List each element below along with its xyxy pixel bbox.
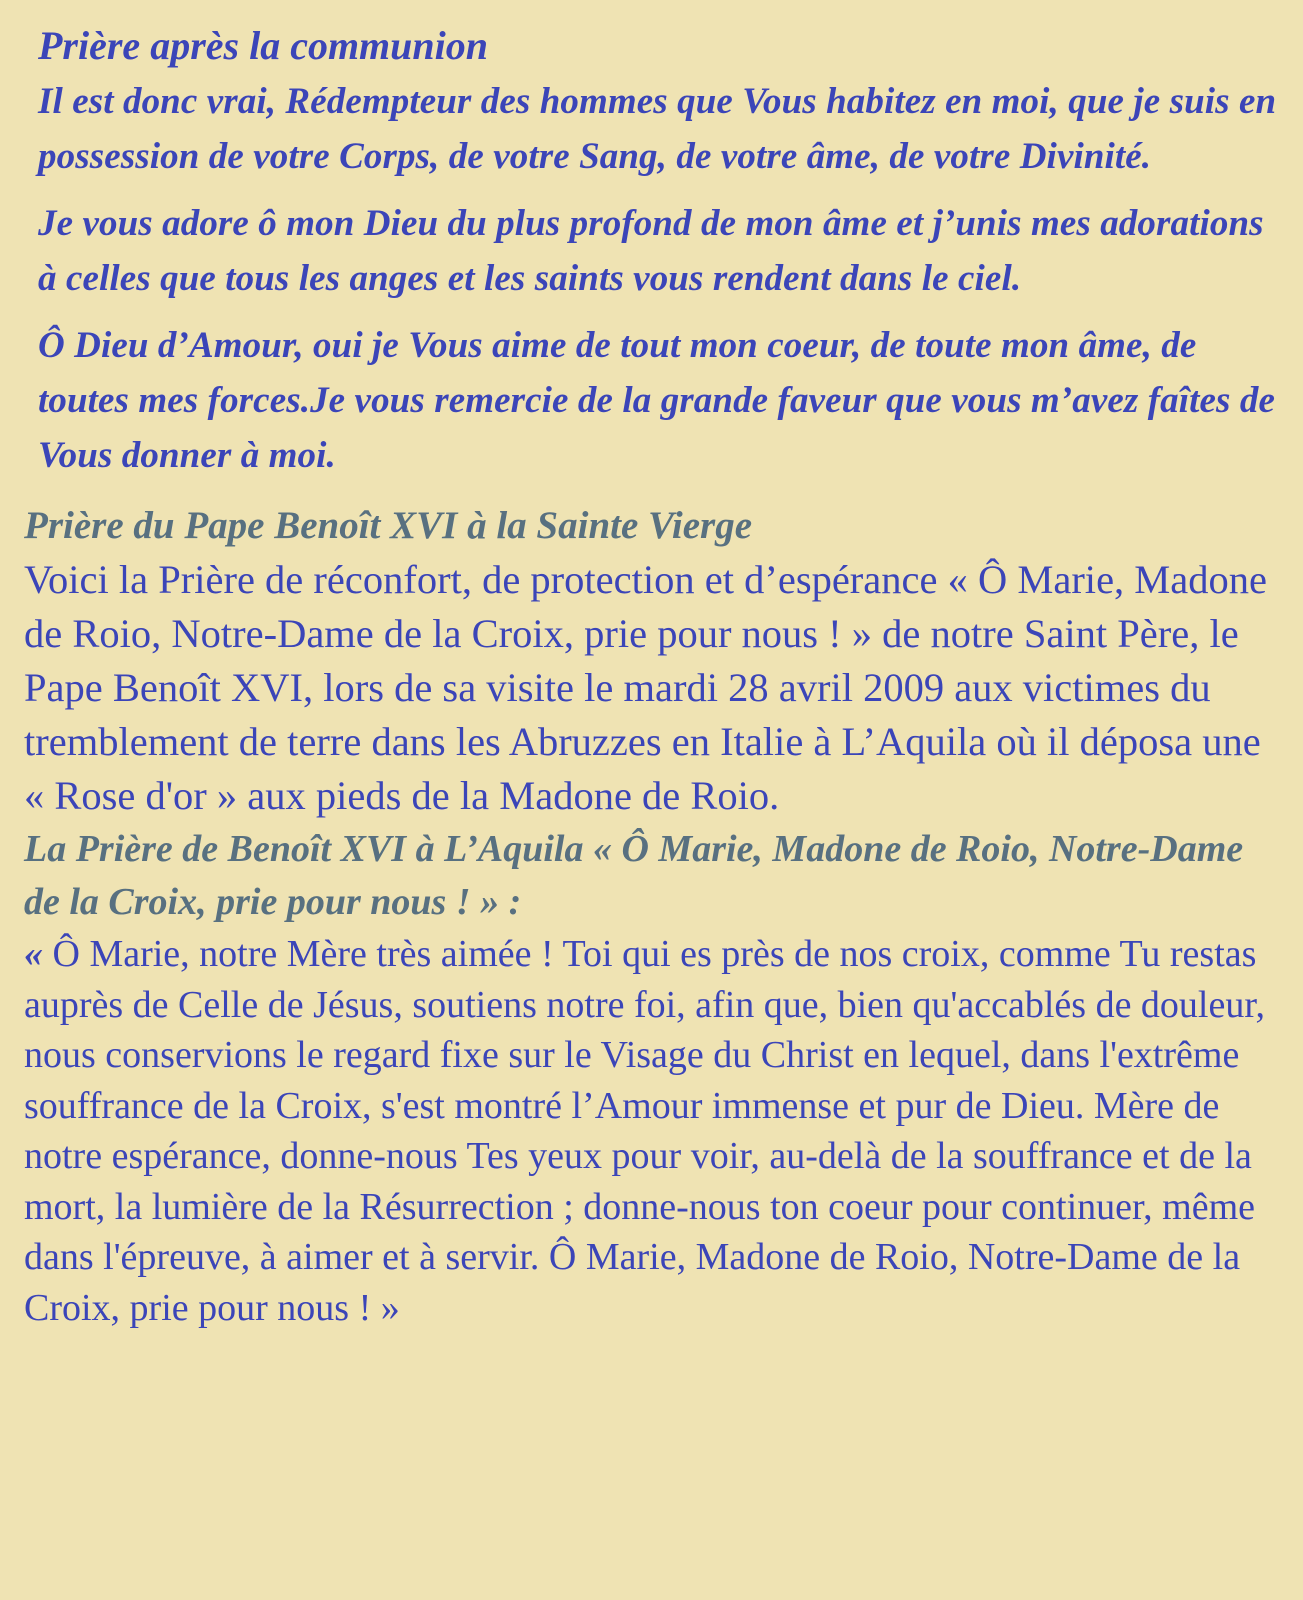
aquila-prayer-body: Ô Marie, notre Mère très aimée ! Toi qui es près de nos croix, comme Tu restas auprès de Celle de Jésus, soutiens notre foi, afin que, bien qu'accablés de douleur, nous conservions le regard fixe sur le Visage du Christ en lequel, dans l'extrême souffrance de la Croix, s'est montré l’Amour immense et pur de Dieu. Mère de notre espérance, donne-nous Tes yeux pour voir, au-delà de la souffrance et de la mort, la lumière de la Résurrection ; donne-nous ton coeur pour continuer, même dans l'épreuve, à aimer et à servir. Ô Marie, Madone de Roio, Notre-Dame de la Croix, prie pour nous ! » [24, 933, 1265, 1329]
communion-prayer-paragraph-2: Je vous adore ô mon Dieu du plus profond de mon âme et j’unis mes adorations à celles que tous les anges et les saints vous rendent dans le ciel. [38, 203, 1264, 299]
communion-prayer-paragraph-1: Il est donc vrai, Rédempteur des hommes que Vous habitez en moi, que je suis en possession de votre Corps, de votre Sang, de votre âme, de votre Divinité. [38, 81, 1277, 177]
benedict-prayer-title: Prière du Pape Benoît XVI à la Sainte Vierge [24, 504, 753, 547]
communion-prayer-section [24, 18, 1283, 483]
aquila-prayer-text [24, 929, 1283, 1333]
opening-quote: « [24, 933, 43, 975]
aquila-prayer-title: La Prière de Benoît XVI à L’Aquila « Ô Marie, Madone de Roio, Notre-Dame de la Croix, prie pour nous ! » : [24, 828, 1244, 923]
benedict-prayer-intro: Voici la Prière de réconfort, de protection et d’espérance « Ô Marie, Madone de Roio, Notre-Dame de la Croix, prie pour nous ! » de notre Saint Père, le Pape Benoît XVI, lors de sa visite le mardi 28 avril 2009 aux victimes du tremblement de terre dans les Abruzzes en Italie à L’Aquila où il déposa une « Rose d'or » aux pieds de la Madone de Roio. [24, 557, 1268, 818]
communion-prayer-title: Prière après la communion [38, 23, 489, 68]
benedict-prayer-section [24, 499, 1283, 1333]
communion-prayer-paragraph-3: Ô Dieu d’Amour, oui je Vous aime de tout mon coeur, de toute mon âme, de toutes mes forces.Je vous remercie de la grande faveur que vous m’avez faîtes de Vous donner à moi. [38, 325, 1276, 476]
